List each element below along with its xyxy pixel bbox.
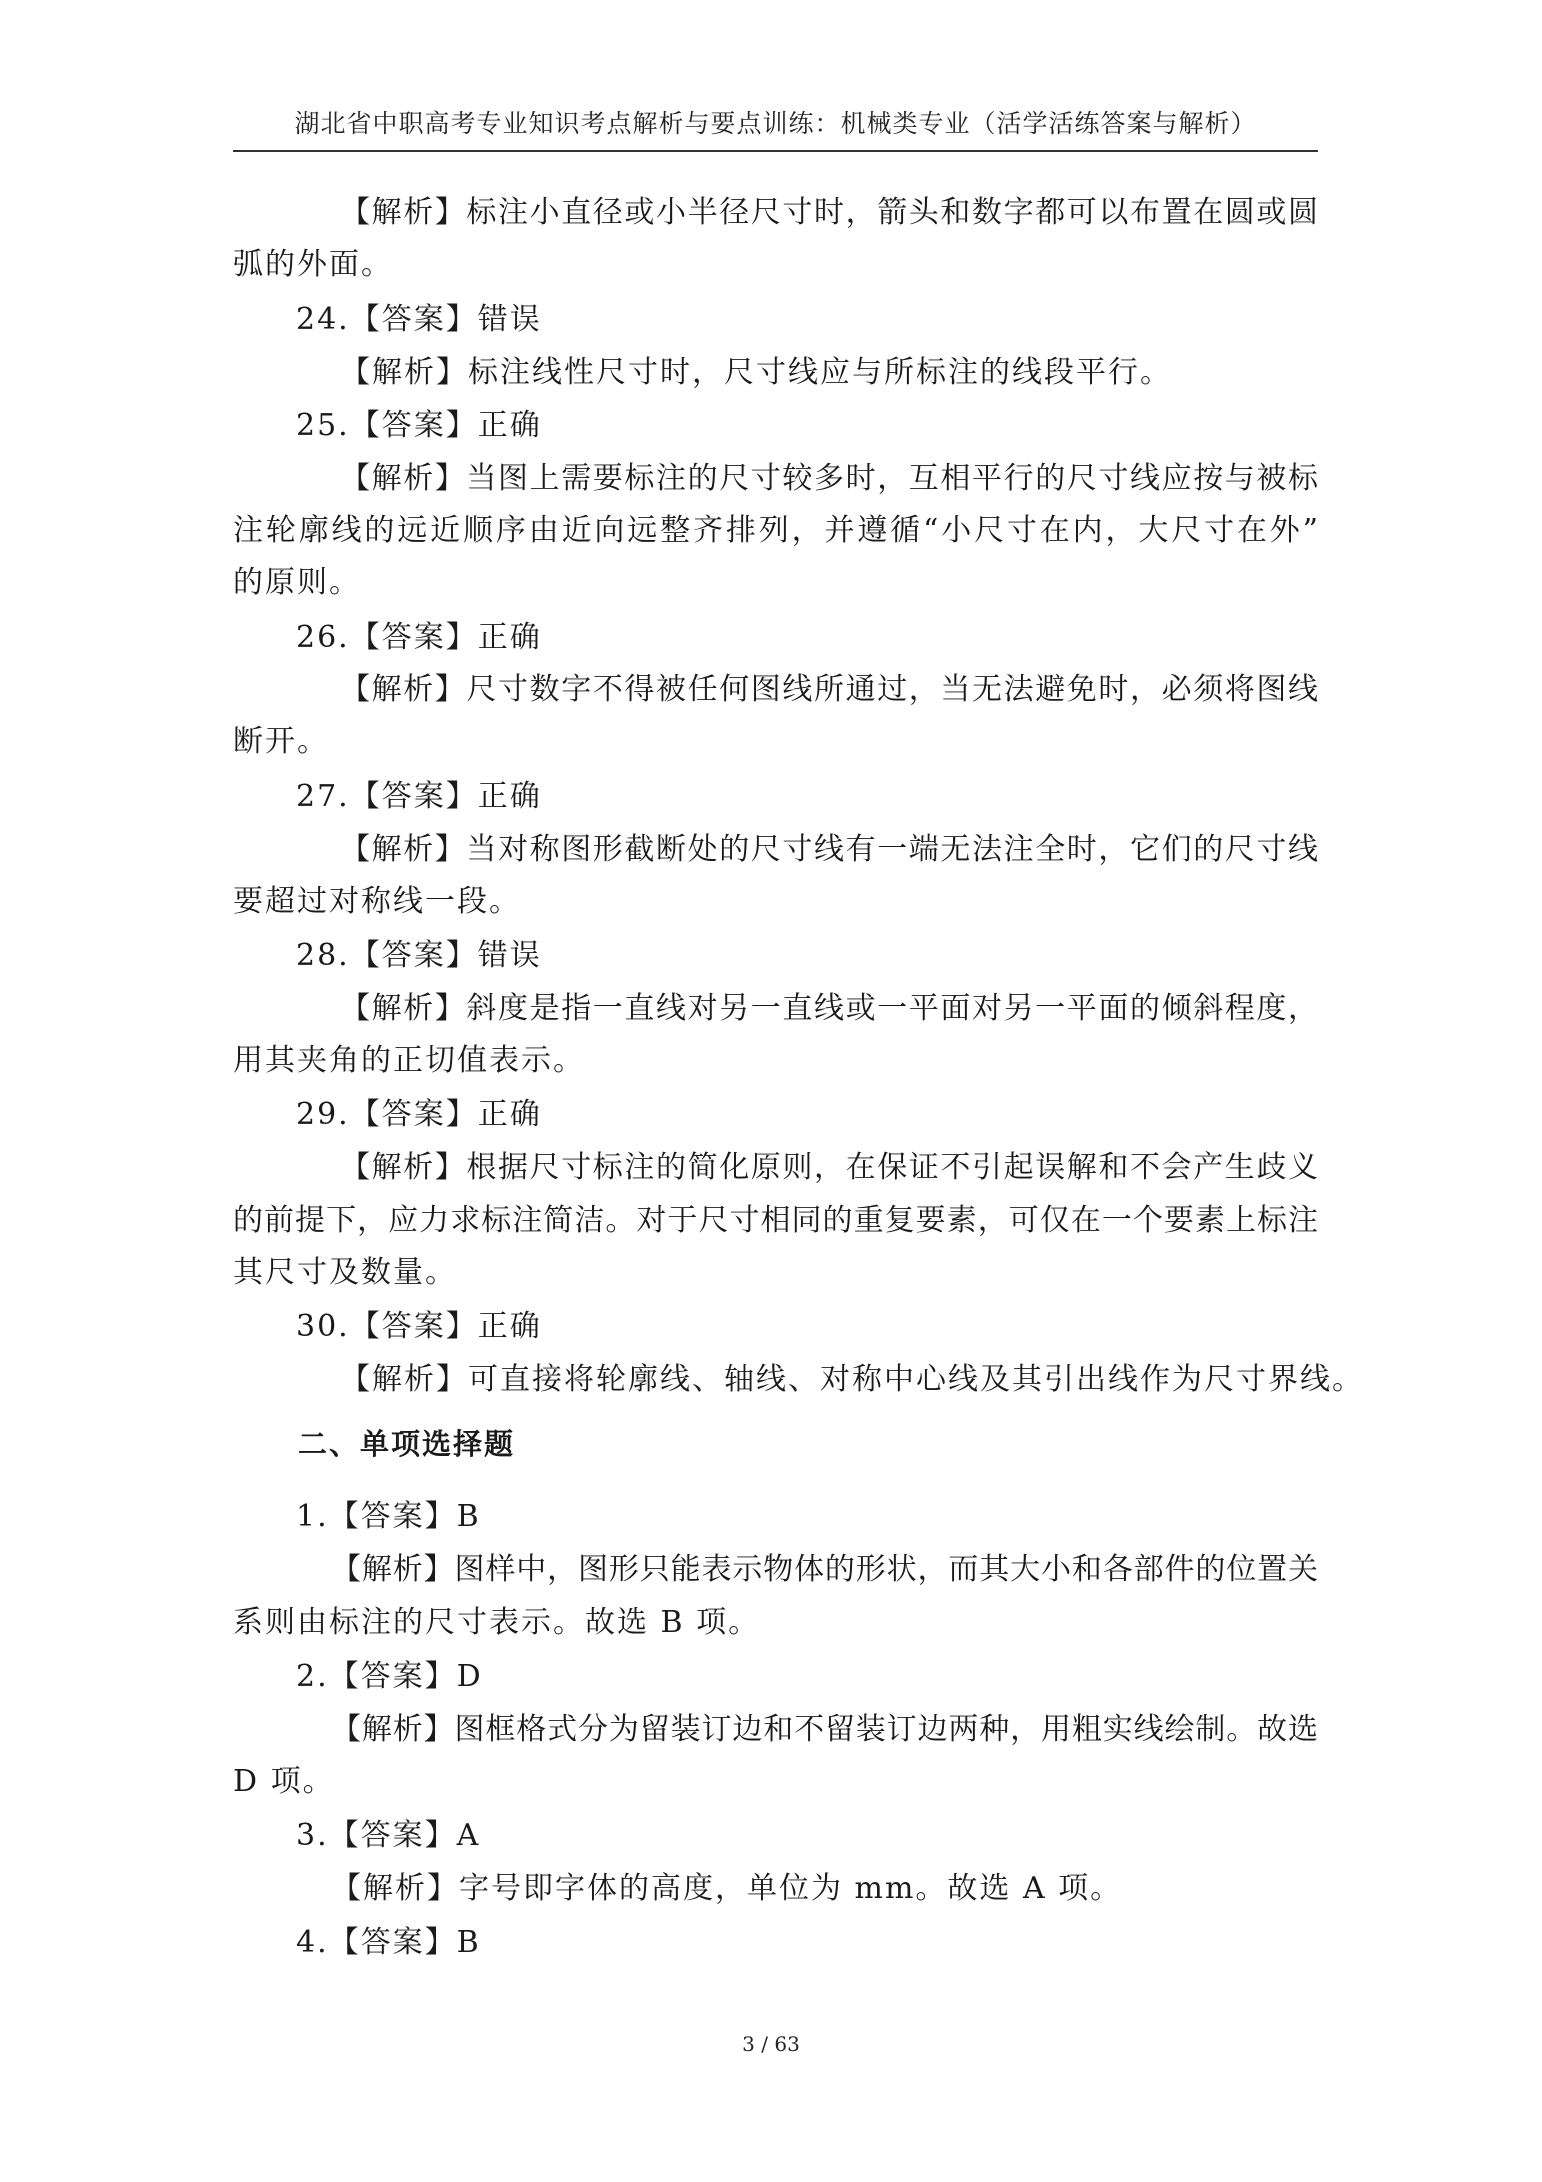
answer-line: 28.【答案】错误 xyxy=(296,938,542,973)
header-divider xyxy=(233,150,1318,152)
answer-line: 27.【答案】正确 xyxy=(296,779,542,814)
text-line: 的前提下，应力求标注简洁。对于尺寸相同的重复要素，可仅在一个要素上标注 xyxy=(233,1203,1318,1238)
text-line: 注轮廓线的远近顺序由近向远整齐排列，并遵循“小尺寸在内，大尺寸在外” xyxy=(233,513,1318,548)
answer-line: 4.【答案】B xyxy=(296,1925,481,1960)
text-line: 【解析】斜度是指一直线对另一直线或一平面对另一平面的倾斜程度， xyxy=(340,991,1318,1026)
text-line: 【解析】标注线性尺寸时，尺寸线应与所标注的线段平行。 xyxy=(340,355,1172,390)
running-header: 湖北省中职高考专业知识考点解析与要点训练：机械类专业（活学活练答案与解析） xyxy=(294,109,1257,138)
answer-line: 30.【答案】正确 xyxy=(296,1309,542,1344)
text-line: 其尺寸及数量。 xyxy=(233,1255,457,1290)
text-line: 【解析】字号即字体的高度，单位为 mm。故选 A 项。 xyxy=(331,1871,1123,1906)
section-heading: 二、单项选择题 xyxy=(298,1427,516,1461)
text-line: 断开。 xyxy=(233,724,329,759)
text-line: 【解析】当对称图形截断处的尺寸线有一端无法注全时，它们的尺寸线 xyxy=(340,832,1318,867)
text-line: 【解析】当图上需要标注的尺寸较多时，互相平行的尺寸线应按与被标 xyxy=(340,461,1318,496)
answer-line: 1.【答案】B xyxy=(296,1499,481,1534)
text-line: 【解析】标注小直径或小半径尺寸时，箭头和数字都可以布置在圆或圆 xyxy=(340,195,1318,230)
text-line: 系则由标注的尺寸表示。故选 B 项。 xyxy=(233,1605,761,1640)
answer-line: 24.【答案】错误 xyxy=(296,302,542,337)
text-line: 弧的外面。 xyxy=(233,247,393,282)
page-number: 3 / 63 xyxy=(742,2032,800,2056)
text-line: 的原则。 xyxy=(233,565,361,600)
text-line: 【解析】可直接将轮廓线、轴线、对称中心线及其引出线作为尺寸界线。 xyxy=(340,1362,1364,1397)
text-line: 要超过对称线一段。 xyxy=(233,884,521,919)
text-line: 用其夹角的正切值表示。 xyxy=(233,1043,585,1078)
text-line: 【解析】图样中，图形只能表示物体的形状，而其大小和各部件的位置关 xyxy=(331,1552,1318,1587)
answer-line: 29.【答案】正确 xyxy=(296,1097,542,1132)
text-line: 【解析】根据尺寸标注的简化原则，在保证不引起误解和不会产生歧义 xyxy=(340,1150,1318,1185)
text-line: D 项。 xyxy=(233,1764,335,1799)
text-line: 【解析】图框格式分为留装订边和不留装订边两种，用粗实线绘制。故选 xyxy=(331,1712,1318,1747)
text-line: 【解析】尺寸数字不得被任何图线所通过，当无法避免时，必须将图线 xyxy=(340,672,1318,707)
answer-line: 3.【答案】A xyxy=(296,1818,481,1853)
answer-line: 2.【答案】D xyxy=(296,1659,483,1694)
answer-line: 26.【答案】正确 xyxy=(296,620,542,655)
answer-line: 25.【答案】正确 xyxy=(296,408,542,443)
